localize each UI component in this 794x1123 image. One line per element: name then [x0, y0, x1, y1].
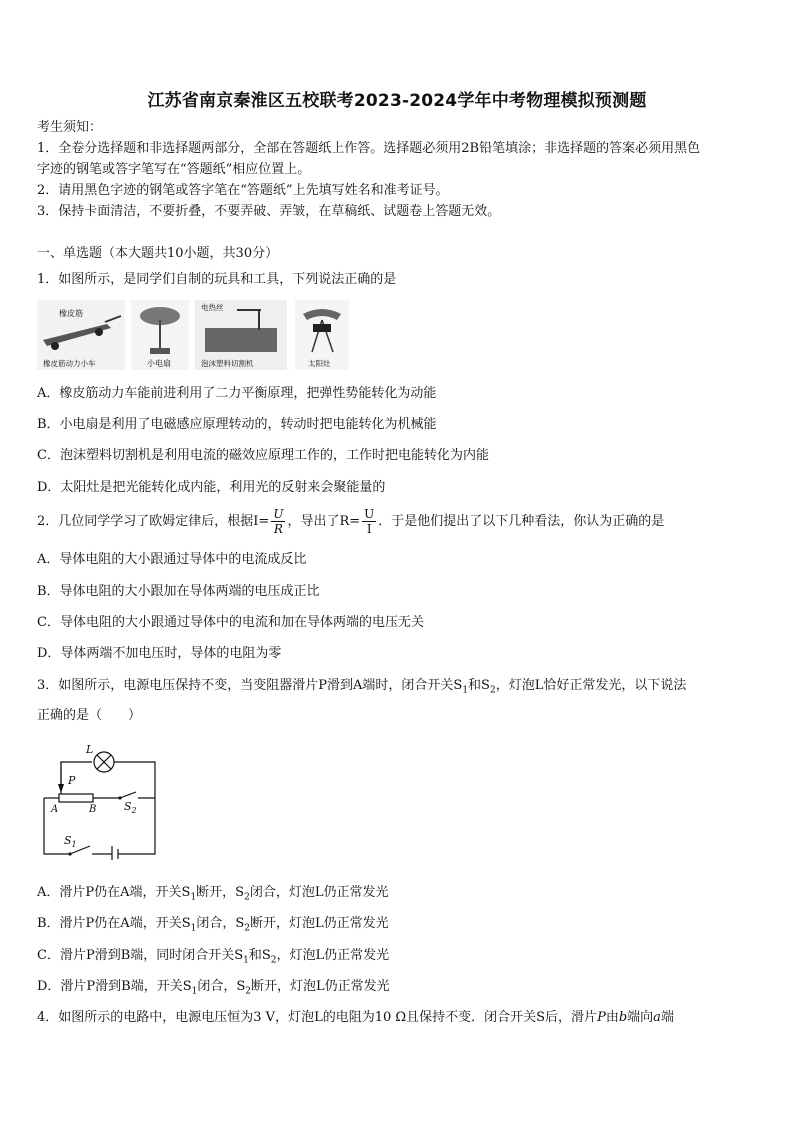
label-band: 橡皮筋 — [59, 309, 83, 318]
q3-option-b: B．滑片P仍在A端，开关$S_1$闭合，$S_2$断开，灯泡L仍正常发光 — [37, 916, 389, 934]
q3-option-d: D．滑片P滑到B端，开关$S_1$闭合，$S_2$断开，灯泡L仍正常发光 — [37, 979, 390, 997]
svg-text:S1: $S_1$ — [64, 834, 77, 849]
label-cutter: 泡沫塑料切割机 — [201, 359, 254, 368]
q2-option-d: D．导体两端不加电压时，导体的电阻为零 — [37, 646, 282, 661]
q1-option-d: D．太阳灶是把光能转化成内能，利用光的反射来会聚能量的 — [37, 480, 386, 495]
rheostat-symbol — [59, 794, 93, 802]
label-wire: 电热丝 — [201, 303, 224, 312]
q3-stem: 3．如图所示，电源电压保持不变，当变阻器滑片P滑到A端时，闭合开关$S_1$和$S_2$，灯泡L恰好正常发光，以下说法 — [37, 678, 687, 696]
q3-option-a: A．滑片P仍在A端，开关$S_1$断开，$S_2$闭合，灯泡L仍正常发光 — [37, 885, 389, 903]
svg-text:P: P — [68, 774, 76, 787]
notice-item-1-cont: 字迹的钢笔或答字笔写在“答题纸”相应位置上。 — [37, 162, 311, 177]
fraction-u-over-i: $\frac{U}{I}$ — [364, 507, 375, 536]
slider-arrow — [58, 784, 64, 793]
q3-circuit-diagram — [38, 738, 162, 860]
fraction-u-over-r: $\frac{U}{R}$ — [273, 507, 284, 536]
switch-s2 — [120, 792, 136, 798]
q1-option-b: B．小电扇是利用了电磁感应原理转动的，转动时把电能转化为机械能 — [37, 417, 437, 432]
q2-option-b: B．导体电阻的大小跟加在导体两端的电压成正比 — [37, 584, 320, 599]
notice-item-1: 1．全卷分选择题和非选择题两部分，全部在答题纸上作答。选择题必须用2B铅笔填涂；非选择题的答案必须用黑色 — [37, 141, 701, 156]
q1-figure — [37, 300, 349, 370]
notice-item-3: 3．保持卡面清洁，不要折叠，不要弄破、弄皱，在草稿纸、试题卷上答题无效。 — [37, 204, 501, 219]
q2-option-c: C．导体电阻的大小跟通过导体中的电流和加在导体两端的电压无关 — [37, 615, 424, 630]
svg-text:S2: $S_2$ — [124, 800, 137, 815]
q1-option-a: A．橡皮筋动力车能前进利用了二力平衡原理，把弹性势能转化为动能 — [37, 386, 437, 401]
label-stove: 太阳灶 — [308, 359, 331, 368]
svg-text:A: A — [51, 804, 59, 815]
section-heading: 一、单选题（本大题共10小题，共30分） — [37, 246, 279, 261]
svg-text:B: B — [89, 804, 97, 815]
q3-option-c: C．滑片P滑到B端，同时闭合开关$S_1$和$S_2$，灯泡L仍正常发光 — [37, 948, 390, 966]
q1-option-c: C．泡沫塑料切割机是利用电流的磁效应原理工作的，工作时把电能转化为内能 — [37, 448, 489, 463]
label-car: 橡皮筋动力小车 — [43, 359, 96, 368]
page-title: 江苏省南京秦淮区五校联考2023-2024学年中考物理模拟预测题 — [147, 91, 647, 111]
q1-stem: 1．如图所示，是同学们自制的玩具和工具，下列说法正确的是 — [37, 272, 397, 287]
notice-heading: 考生须知： — [37, 120, 103, 135]
svg-text:L: L — [86, 743, 94, 756]
q4-stem: 4．如图所示的电路中，电源电压恒为3 V，灯泡L的电阻为10 Ω且保持不变．闭合开关S后，滑片P由b端向a端 — [37, 1010, 674, 1025]
notice-item-2: 2．请用黑色字迹的钢笔或答字笔在“答题纸”上先填写姓名和准考证号。 — [37, 183, 449, 198]
cutter-table — [205, 328, 277, 352]
label-fan: 小电扇 — [147, 359, 171, 368]
q3-stem-cont: 正确的是（ ） — [37, 708, 142, 723]
q2-stem: 2．几位同学学习了欧姆定律后，根据I= $\frac{U}{R}$ ，导出了R= $\frac{U}{I}$ ．于是他们提出了以下几种看法，你认为正确的是 — [37, 507, 665, 536]
q2-option-a: A．导体电阻的大小跟通过导体中的电流成反比 — [37, 552, 307, 567]
